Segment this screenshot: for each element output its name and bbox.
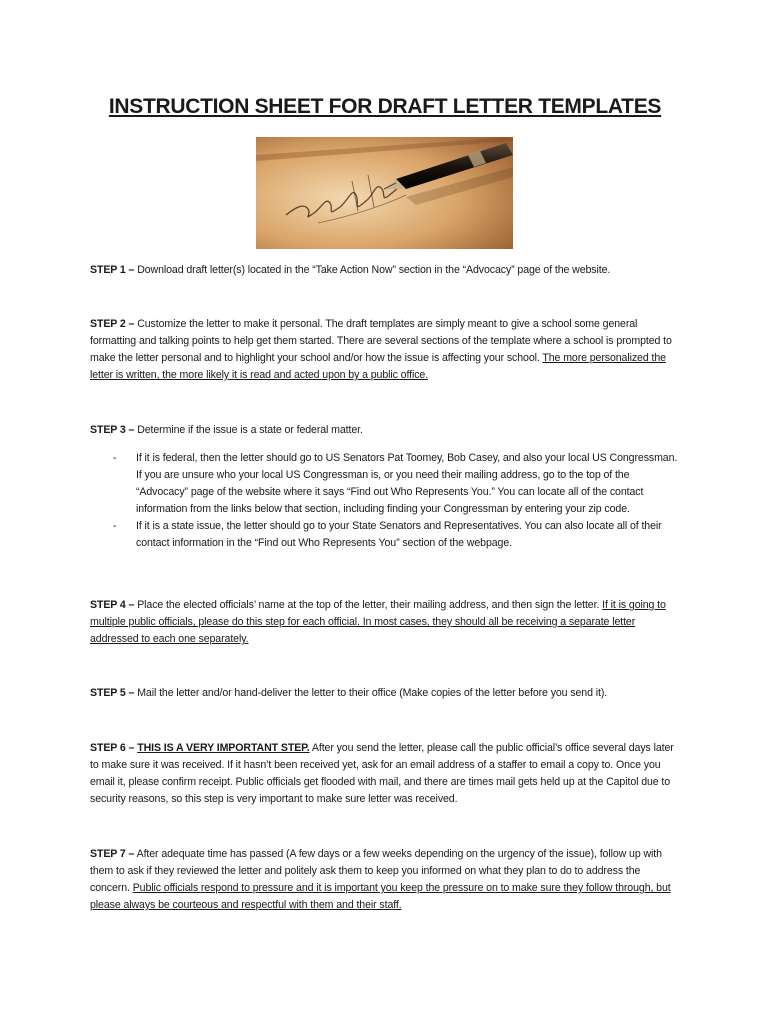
step-6-text: After you send the letter, please call the public official’s office several days later to make sure it was received. If it hasn’t been received yet, ask for an email address of a staffer to email a copy to. Once you email it, please confirm receipt. Public officials get flooded with mail, and there are times mail gets held up at the Capitol due to security reasons, so this step is very important to make sure letter was received. [90, 742, 674, 805]
list-item [90, 450, 682, 518]
step-2-text: Customize the letter to make it personal. The draft templates are simply meant to give a school some general formatting and talking points to help get them started. There are several sections of the template where a school is prompted to make the letter personal and to highlight your school and/or how the issue is affecting your school. [90, 318, 672, 364]
pen-signature-image [256, 137, 513, 249]
step-3-text: Determine if the issue is a state or federal matter. [134, 424, 363, 436]
bullet-dash: - [113, 452, 117, 464]
step-2 [90, 316, 682, 384]
step-5 [90, 685, 682, 702]
step-3-label: STEP 3 – [90, 424, 135, 436]
step-3 [90, 422, 682, 439]
step-7-text: After adequate time has passed (A few days or a few weeks depending on the urgency of the issue), follow up with them to ask if they reviewed the letter and politely ask them to keep you informed on what they plan to do to address the concern. [90, 848, 662, 894]
step-1-label: STEP 1 – [90, 264, 135, 276]
bullet-text-state: If it is a state issue, the letter should go to your State Senators and Representatives. You can also locate all of their contact information in the “Find out Who Represents You” section of the webpage. [136, 520, 662, 549]
page-title: INSTRUCTION SHEET FOR DRAFT LETTER TEMPLATES [108, 95, 662, 118]
bullet-text-federal: If it is federal, then the letter should go to US Senators Pat Toomey, Bob Casey, and also your local US Congressman. If you are unsure who your local US Congressman is, or you need their mailing address, go to the top of the “Advocacy” page of the website where it says “Find out Who Represents You.” You can locate all of the contact information from the links below that section, including finding your Congressman by entering your zip code. [136, 452, 678, 515]
step-4-label: STEP 4 – [90, 599, 135, 611]
fountain-pen-icon [256, 137, 513, 249]
step-5-label: STEP 5 – [90, 687, 135, 699]
step-7-label: STEP 7 – [90, 848, 135, 860]
step-4-text: Place the elected officials’ name at the top of the letter, their mailing address, and then sign the letter. [134, 599, 603, 611]
step-1-text: Download draft letter(s) located in the “Take Action Now” section in the “Advocacy” page of the website. [134, 264, 611, 276]
step-2-label: STEP 2 – [90, 318, 135, 330]
step-2-underlined-text: The more personalized the letter is written, the more likely it is read and acted upon by a public office. [90, 352, 666, 381]
step-6-label: STEP 6 – [90, 742, 135, 754]
step-7-underlined-text: Public officials respond to pressure and it is important you keep the pressure on to make sure they follow through, but please always be courteous and respectful with them and their staff. [90, 882, 671, 911]
step-5-text: Mail the letter and/or hand-deliver the letter to their office (Make copies of the letter before you send it). [134, 687, 608, 699]
step-6-emphasis: THIS IS A VERY IMPORTANT STEP. [137, 742, 310, 754]
step-7 [90, 846, 682, 914]
step-1 [90, 262, 682, 279]
list-item [90, 518, 682, 552]
step-6 [90, 740, 682, 808]
bullet-dash: - [113, 520, 117, 532]
step-4-underlined-text: If it is going to multiple public officials, please do this step for each official. In most cases, they should all be receiving a separate letter addressed to each one separately. [90, 599, 666, 645]
step-3-bullet-list [90, 450, 682, 552]
step-4 [90, 597, 682, 648]
